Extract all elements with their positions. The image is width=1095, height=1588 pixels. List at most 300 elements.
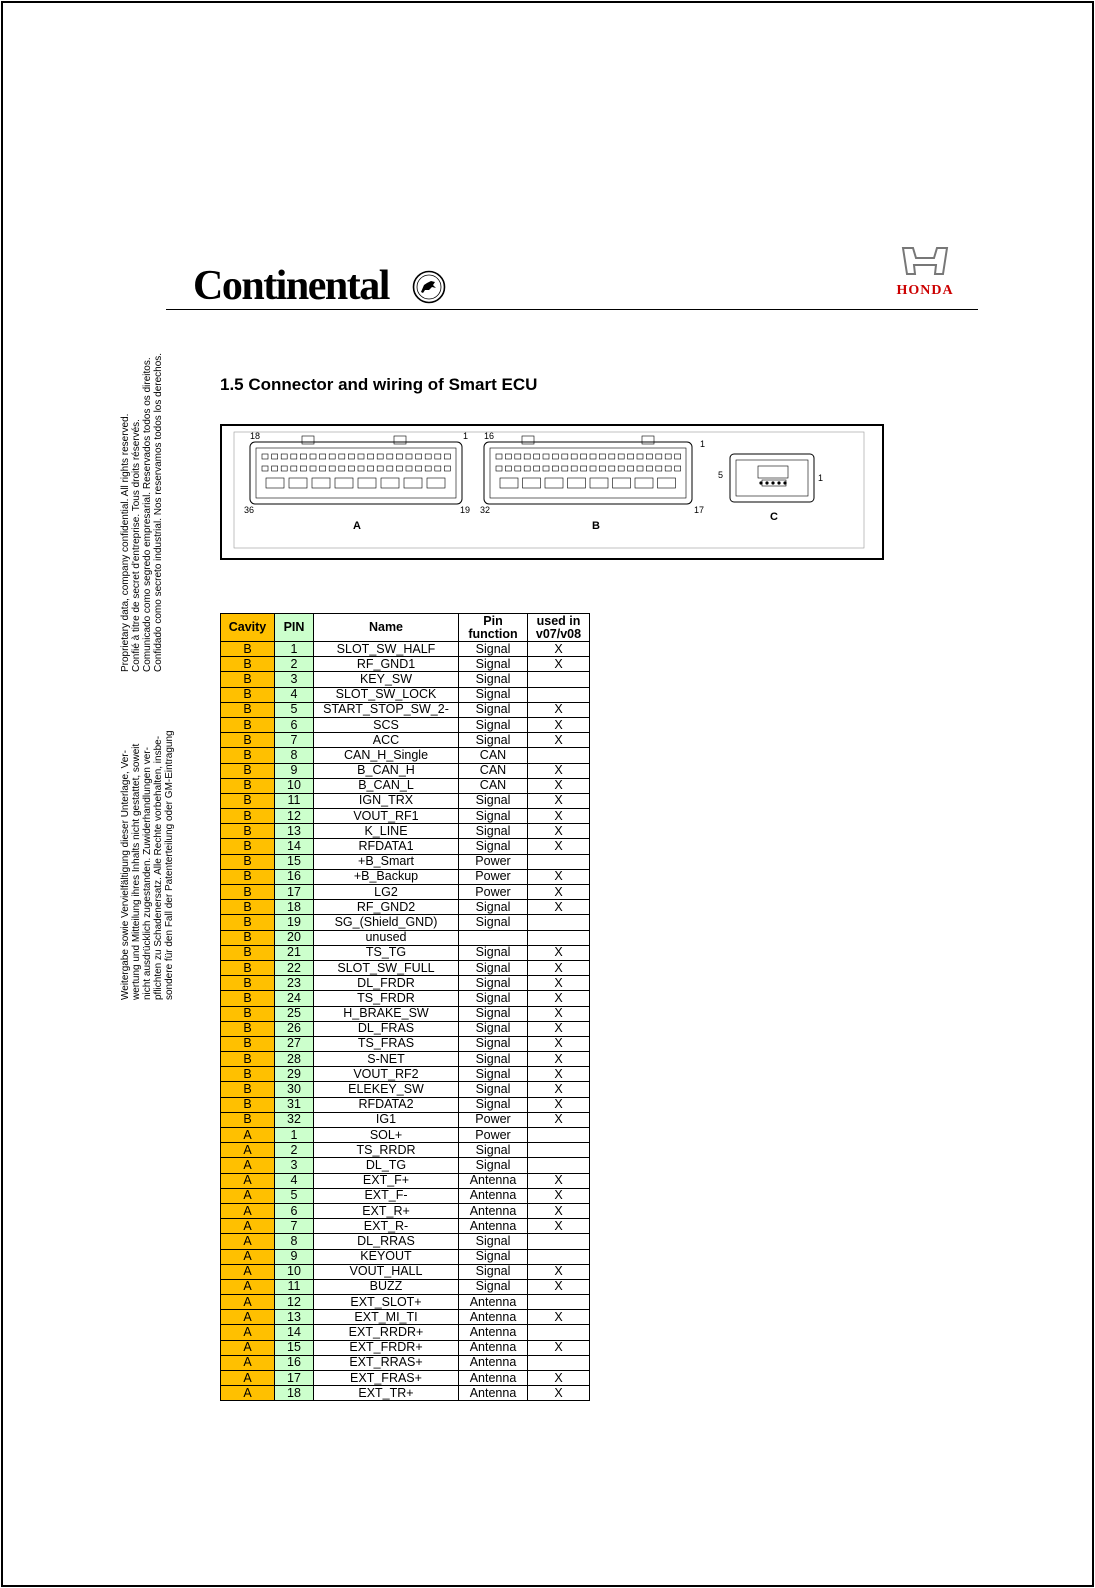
cell-cavity: B xyxy=(221,839,275,854)
cell-used: X xyxy=(528,702,590,717)
cell-cavity: A xyxy=(221,1371,275,1386)
cell-pin: 13 xyxy=(275,824,314,839)
copy-notice-line: pflichten zu Schadenersatz. Alle Rechte vorbehalten, insbe- xyxy=(153,735,164,1000)
cell-name: EXT_FRDR+ xyxy=(314,1340,459,1355)
cell-used: X xyxy=(528,1203,590,1218)
connector-a-pin-slot xyxy=(396,454,402,459)
cell-name: EXT_SLOT+ xyxy=(314,1295,459,1310)
connector-a-pin-slot xyxy=(368,466,374,471)
cell-cavity: A xyxy=(221,1310,275,1325)
connector-b-pin-slot xyxy=(646,466,652,471)
cell-function: Antenna xyxy=(459,1295,528,1310)
cell-function: Signal xyxy=(459,1006,528,1021)
connector-b-pin-slot xyxy=(637,454,643,459)
connector-a-pin-slot xyxy=(272,454,278,459)
cell-name: TS_TG xyxy=(314,945,459,960)
table-row xyxy=(221,824,590,839)
connector-a-pin-slot xyxy=(310,466,316,471)
connector-b-pin-slot xyxy=(637,466,643,471)
cell-name: DL_FRAS xyxy=(314,1021,459,1036)
connector-a-pin-slot xyxy=(300,466,306,471)
cell-cavity: B xyxy=(221,763,275,778)
cell-name: RFDATA2 xyxy=(314,1097,459,1112)
cell-name: START_STOP_SW_2- xyxy=(314,702,459,717)
connector-a-pin-slot xyxy=(406,454,412,459)
connector-a-pin-slot xyxy=(444,466,450,471)
table-row xyxy=(221,945,590,960)
cell-function: Signal xyxy=(459,960,528,975)
connector-a-pin-slot xyxy=(377,454,383,459)
cell-cavity: B xyxy=(221,672,275,687)
cell-pin: 9 xyxy=(275,763,314,778)
cell-cavity: B xyxy=(221,945,275,960)
table-row xyxy=(221,991,590,1006)
cell-function: Signal xyxy=(459,717,528,732)
table-row xyxy=(221,1173,590,1188)
cell-used xyxy=(528,1295,590,1310)
cell-function: Antenna xyxy=(459,1310,528,1325)
table-row xyxy=(221,657,590,672)
cell-cavity: A xyxy=(221,1355,275,1370)
cell-cavity: B xyxy=(221,991,275,1006)
cell-cavity: B xyxy=(221,915,275,930)
connector-b-pin-slot xyxy=(515,466,521,471)
cell-name: VOUT_HALL xyxy=(314,1264,459,1279)
cell-used: X xyxy=(528,1036,590,1051)
cell-pin: 15 xyxy=(275,854,314,869)
cell-cavity: B xyxy=(221,976,275,991)
cell-function: Signal xyxy=(459,900,528,915)
cell-cavity: B xyxy=(221,1067,275,1082)
cell-used: X xyxy=(528,960,590,975)
cell-used: X xyxy=(528,809,590,824)
cell-function: Signal xyxy=(459,1097,528,1112)
connector-b-pin-16: 16 xyxy=(484,431,495,441)
cell-pin: 6 xyxy=(275,717,314,732)
cell-used xyxy=(528,1158,590,1173)
cell-cavity: B xyxy=(221,1006,275,1021)
cell-cavity: B xyxy=(221,778,275,793)
header-used-in-line1: used in xyxy=(536,613,581,628)
copy-notice-line: Weitergabe sowie Vervielfältigung dieser Unterlage, Ver- xyxy=(120,750,131,1000)
cell-name: SOL+ xyxy=(314,1128,459,1143)
cell-cavity: B xyxy=(221,657,275,672)
cell-name: EXT_FRAS+ xyxy=(314,1371,459,1386)
table-row xyxy=(221,642,590,657)
cell-pin: 26 xyxy=(275,1021,314,1036)
table-row xyxy=(221,839,590,854)
connector-a-pin-slot xyxy=(262,454,268,459)
cell-name: RF_GND2 xyxy=(314,900,459,915)
cell-name: SG_(Shield_GND) xyxy=(314,915,459,930)
connector-b-pin-slot xyxy=(665,454,671,459)
cell-function: Power xyxy=(459,1112,528,1127)
table-row xyxy=(221,1112,590,1127)
cell-pin: 15 xyxy=(275,1340,314,1355)
cell-cavity: A xyxy=(221,1188,275,1203)
header-pin-function-line2: function xyxy=(468,626,518,641)
connector-a-pin-slot xyxy=(262,466,268,471)
cell-function: Antenna xyxy=(459,1173,528,1188)
cell-function: Signal xyxy=(459,1143,528,1158)
cell-pin: 21 xyxy=(275,945,314,960)
connector-a-pin-slot xyxy=(368,454,374,459)
cell-name: CAN_H_Single xyxy=(314,748,459,763)
connector-b-pin-slot xyxy=(590,478,608,488)
cell-pin: 10 xyxy=(275,1264,314,1279)
cell-function: Signal xyxy=(459,1036,528,1051)
connector-a-pin-slot xyxy=(425,454,431,459)
cell-name: ELEKEY_SW xyxy=(314,1082,459,1097)
header-rule xyxy=(166,309,978,310)
cell-used: X xyxy=(528,1386,590,1401)
cell-name: EXT_TR+ xyxy=(314,1386,459,1401)
cell-name: EXT_R+ xyxy=(314,1203,459,1218)
connector-a-pin-slot xyxy=(329,466,335,471)
cell-pin: 5 xyxy=(275,702,314,717)
cell-used: X xyxy=(528,869,590,884)
connector-a-pin-slot xyxy=(320,454,326,459)
cell-pin: 7 xyxy=(275,733,314,748)
cell-function: Signal xyxy=(459,687,528,702)
table-row xyxy=(221,1052,590,1067)
cell-pin: 20 xyxy=(275,930,314,945)
cell-pin: 18 xyxy=(275,900,314,915)
cell-cavity: A xyxy=(221,1340,275,1355)
connector-b-pin-slot xyxy=(665,466,671,471)
cell-name: +B_Smart xyxy=(314,854,459,869)
connector-b-pin-slot xyxy=(613,478,631,488)
cell-name: KEY_SW xyxy=(314,672,459,687)
cell-cavity: A xyxy=(221,1173,275,1188)
cell-function: Signal xyxy=(459,793,528,808)
table-row xyxy=(221,1325,590,1340)
cell-pin: 5 xyxy=(275,1188,314,1203)
connector-b-pin-slot xyxy=(635,478,653,488)
cell-function: Antenna xyxy=(459,1219,528,1234)
cell-function: Antenna xyxy=(459,1371,528,1386)
header-cavity: Cavity xyxy=(221,614,275,642)
connector-b-pin-slot xyxy=(562,466,568,471)
cell-name: EXT_MI_TI xyxy=(314,1310,459,1325)
cell-used xyxy=(528,1249,590,1264)
cell-name: S-NET xyxy=(314,1052,459,1067)
cell-used: X xyxy=(528,1082,590,1097)
cell-function: Power xyxy=(459,854,528,869)
table-row xyxy=(221,885,590,900)
cell-used xyxy=(528,915,590,930)
cell-cavity: A xyxy=(221,1158,275,1173)
cell-name: EXT_RRAS+ xyxy=(314,1355,459,1370)
connector-b-pin-slot xyxy=(543,454,549,459)
cell-cavity: A xyxy=(221,1143,275,1158)
cell-name: VOUT_RF2 xyxy=(314,1067,459,1082)
connector-a-pin-slot xyxy=(281,466,287,471)
connector-a-pin-slot xyxy=(348,454,354,459)
cell-cavity: B xyxy=(221,1021,275,1036)
connector-a-pin-slot xyxy=(312,478,330,488)
table-row xyxy=(221,1340,590,1355)
cell-function: Signal xyxy=(459,657,528,672)
connector-b-pin-slot xyxy=(496,466,502,471)
cell-used xyxy=(528,854,590,869)
cell-name: RFDATA1 xyxy=(314,839,459,854)
connector-b-pin-17: 17 xyxy=(694,505,705,515)
cell-name: BUZZ xyxy=(314,1279,459,1294)
continental-horse-emblem-icon xyxy=(412,270,446,304)
cell-cavity: B xyxy=(221,1082,275,1097)
cell-function: Antenna xyxy=(459,1386,528,1401)
cell-name: TS_FRAS xyxy=(314,1036,459,1051)
table-row xyxy=(221,763,590,778)
cell-pin: 1 xyxy=(275,642,314,657)
cell-cavity: B xyxy=(221,1112,275,1127)
connector-b-pin-slot xyxy=(523,478,541,488)
table-row xyxy=(221,1310,590,1325)
connector-b-pin-slot xyxy=(618,466,624,471)
cell-function: CAN xyxy=(459,763,528,778)
connector-a-pin-slot xyxy=(435,466,441,471)
connector-b-pin-slot xyxy=(581,466,587,471)
connector-b-pin-slot xyxy=(534,454,540,459)
connector-a-pin-slot xyxy=(396,466,402,471)
connector-b-pin-32: 32 xyxy=(480,505,491,515)
cell-function: Signal xyxy=(459,642,528,657)
cell-function: Signal xyxy=(459,824,528,839)
cell-pin: 3 xyxy=(275,672,314,687)
cell-used: X xyxy=(528,991,590,1006)
cell-used: X xyxy=(528,763,590,778)
cell-function: Signal xyxy=(459,1264,528,1279)
cell-cavity: A xyxy=(221,1325,275,1340)
cell-name: VOUT_RF1 xyxy=(314,809,459,824)
cell-pin: 24 xyxy=(275,991,314,1006)
connector-b-pin-slot xyxy=(658,478,676,488)
rights-notice-line: Comunicado como segredo empresarial. Reservados todos os direitos. xyxy=(142,357,153,672)
connector-b-pin-slot xyxy=(656,466,662,471)
table-row xyxy=(221,1249,590,1264)
table-row xyxy=(221,1143,590,1158)
cell-pin: 8 xyxy=(275,748,314,763)
cell-name: unused xyxy=(314,930,459,945)
table-row xyxy=(221,1158,590,1173)
cell-function: Signal xyxy=(459,1067,528,1082)
connector-a-pin-slot xyxy=(291,454,297,459)
connector-a-pin-slot xyxy=(387,466,393,471)
cell-cavity: B xyxy=(221,1036,275,1051)
connector-a-pin-slot xyxy=(406,466,412,471)
cell-used: X xyxy=(528,1006,590,1021)
cell-cavity: A xyxy=(221,1249,275,1264)
connector-c xyxy=(718,454,823,523)
table-row xyxy=(221,733,590,748)
cell-cavity: B xyxy=(221,1052,275,1067)
cell-pin: 13 xyxy=(275,1310,314,1325)
table-row xyxy=(221,1006,590,1021)
connector-b-pin-1: 1 xyxy=(700,439,706,449)
connector-a-pin-slot xyxy=(291,466,297,471)
table-row xyxy=(221,854,590,869)
cell-used: X xyxy=(528,1052,590,1067)
cell-name: DL_TG xyxy=(314,1158,459,1173)
cell-cavity: B xyxy=(221,793,275,808)
connector-a-pin-36: 36 xyxy=(244,505,255,515)
cell-cavity: B xyxy=(221,960,275,975)
cell-pin: 18 xyxy=(275,1386,314,1401)
cell-used xyxy=(528,672,590,687)
cell-pin: 14 xyxy=(275,1325,314,1340)
connector-b-pin-slot xyxy=(534,466,540,471)
table-row xyxy=(221,1188,590,1203)
connector-b-pin-slot xyxy=(524,466,530,471)
cell-name: RF_GND1 xyxy=(314,657,459,672)
connector-diagram xyxy=(220,424,884,560)
connector-a-pin-slot xyxy=(416,466,422,471)
cell-name: DL_RRAS xyxy=(314,1234,459,1249)
cell-function: Antenna xyxy=(459,1325,528,1340)
cell-function: Signal xyxy=(459,733,528,748)
table-row xyxy=(221,930,590,945)
connector-b-pin-slot xyxy=(545,478,563,488)
cell-name: DL_FRDR xyxy=(314,976,459,991)
connector-b-pin-slot xyxy=(496,454,502,459)
cell-function: Signal xyxy=(459,1249,528,1264)
cell-function: Signal xyxy=(459,1279,528,1294)
header-pin-function-line1: Pin xyxy=(483,613,503,628)
continental-logo: Continental xyxy=(193,263,389,309)
cell-pin: 22 xyxy=(275,960,314,975)
table-row xyxy=(221,778,590,793)
connector-c-pin-1: 1 xyxy=(818,473,824,483)
cell-pin: 3 xyxy=(275,1158,314,1173)
cell-pin: 2 xyxy=(275,1143,314,1158)
cell-used: X xyxy=(528,793,590,808)
cell-name: TS_FRDR xyxy=(314,991,459,1006)
cell-used: X xyxy=(528,1264,590,1279)
connector-a-pin-slot xyxy=(272,466,278,471)
cell-used: X xyxy=(528,1067,590,1082)
connector-b xyxy=(480,431,705,532)
cell-function: Signal xyxy=(459,1021,528,1036)
connector-a-pin-slot xyxy=(358,466,364,471)
cell-used: X xyxy=(528,717,590,732)
connector-a-pin-slot xyxy=(329,454,335,459)
cell-function: Power xyxy=(459,1128,528,1143)
cell-function xyxy=(459,930,528,945)
connector-a-pin-slot xyxy=(348,466,354,471)
cell-pin: 7 xyxy=(275,1219,314,1234)
connector-a-pin-slot xyxy=(320,466,326,471)
connector-a-pin-slot xyxy=(381,478,399,488)
cell-used xyxy=(528,1128,590,1143)
cell-pin: 8 xyxy=(275,1234,314,1249)
cell-pin: 16 xyxy=(275,869,314,884)
honda-logo xyxy=(880,246,970,300)
connector-a-pin-slot xyxy=(335,478,353,488)
connector-a-pin-slot xyxy=(377,466,383,471)
connector-b-pin-slot xyxy=(590,454,596,459)
cell-cavity: B xyxy=(221,900,275,915)
copy-notice-line: wertung und Mitteilung ihres Inhalts nicht gestattet, soweit xyxy=(131,743,142,1000)
rights-notice xyxy=(120,353,164,672)
cell-used: X xyxy=(528,945,590,960)
table-row xyxy=(221,1295,590,1310)
cell-used: X xyxy=(528,642,590,657)
table-row xyxy=(221,1203,590,1218)
connector-a-pin-slot xyxy=(387,454,393,459)
connector-b-pin-slot xyxy=(675,466,681,471)
cell-used xyxy=(528,1143,590,1158)
cell-function: Signal xyxy=(459,1052,528,1067)
table-row xyxy=(221,702,590,717)
rights-notice-line: Confidado como secreto industrial. Nos reservamos todos los derechos. xyxy=(153,352,164,672)
cell-function: Signal xyxy=(459,839,528,854)
cell-used: X xyxy=(528,1279,590,1294)
table-row xyxy=(221,1128,590,1143)
cell-pin: 19 xyxy=(275,915,314,930)
cell-pin: 31 xyxy=(275,1097,314,1112)
cell-cavity: B xyxy=(221,1097,275,1112)
connector-b-pin-slot xyxy=(646,454,652,459)
table-row xyxy=(221,1036,590,1051)
cell-name: SLOT_SW_FULL xyxy=(314,960,459,975)
cell-cavity: A xyxy=(221,1219,275,1234)
connector-a-label: A xyxy=(353,520,361,532)
header-used-in xyxy=(528,614,590,642)
cell-used: X xyxy=(528,1188,590,1203)
connector-a-pin-19: 19 xyxy=(460,505,471,515)
connector-b-label: B xyxy=(592,520,600,532)
table-row xyxy=(221,1097,590,1112)
table-row xyxy=(221,1021,590,1036)
cell-function: Power xyxy=(459,885,528,900)
connector-a-pin-slot xyxy=(339,454,345,459)
cell-function: CAN xyxy=(459,748,528,763)
cell-used: X xyxy=(528,657,590,672)
connector-a-pin-slot xyxy=(404,478,422,488)
cell-pin: 14 xyxy=(275,839,314,854)
cell-pin: 28 xyxy=(275,1052,314,1067)
table-row xyxy=(221,1264,590,1279)
table-row xyxy=(221,1067,590,1082)
cell-name: SLOT_SW_LOCK xyxy=(314,687,459,702)
connector-b-pin-slot xyxy=(581,454,587,459)
cell-used: X xyxy=(528,900,590,915)
cell-cavity: B xyxy=(221,717,275,732)
table-row xyxy=(221,960,590,975)
cell-pin: 17 xyxy=(275,885,314,900)
connector-b-pin-slot xyxy=(628,466,634,471)
connector-a-pin-slot xyxy=(289,478,307,488)
copy-notice-line: nicht ausdrücklich zugestanden. Zuwiderhandlungen ver- xyxy=(142,747,153,1000)
cell-pin: 4 xyxy=(275,687,314,702)
table-row xyxy=(221,717,590,732)
cell-used xyxy=(528,1325,590,1340)
cell-used xyxy=(528,930,590,945)
cell-name: SCS xyxy=(314,717,459,732)
cell-name: EXT_RRDR+ xyxy=(314,1325,459,1340)
connector-b-pin-slot xyxy=(628,454,634,459)
cell-cavity: B xyxy=(221,930,275,945)
cell-function: Signal xyxy=(459,915,528,930)
connector-b-pin-slot xyxy=(505,454,511,459)
connector-b-pin-slot xyxy=(590,466,596,471)
cell-pin: 12 xyxy=(275,809,314,824)
header-pin: PIN xyxy=(275,614,314,642)
cell-function: Power xyxy=(459,869,528,884)
section-title: 1.5 Connector and wiring of Smart ECU xyxy=(220,375,538,394)
connector-a-pin-slot xyxy=(444,454,450,459)
